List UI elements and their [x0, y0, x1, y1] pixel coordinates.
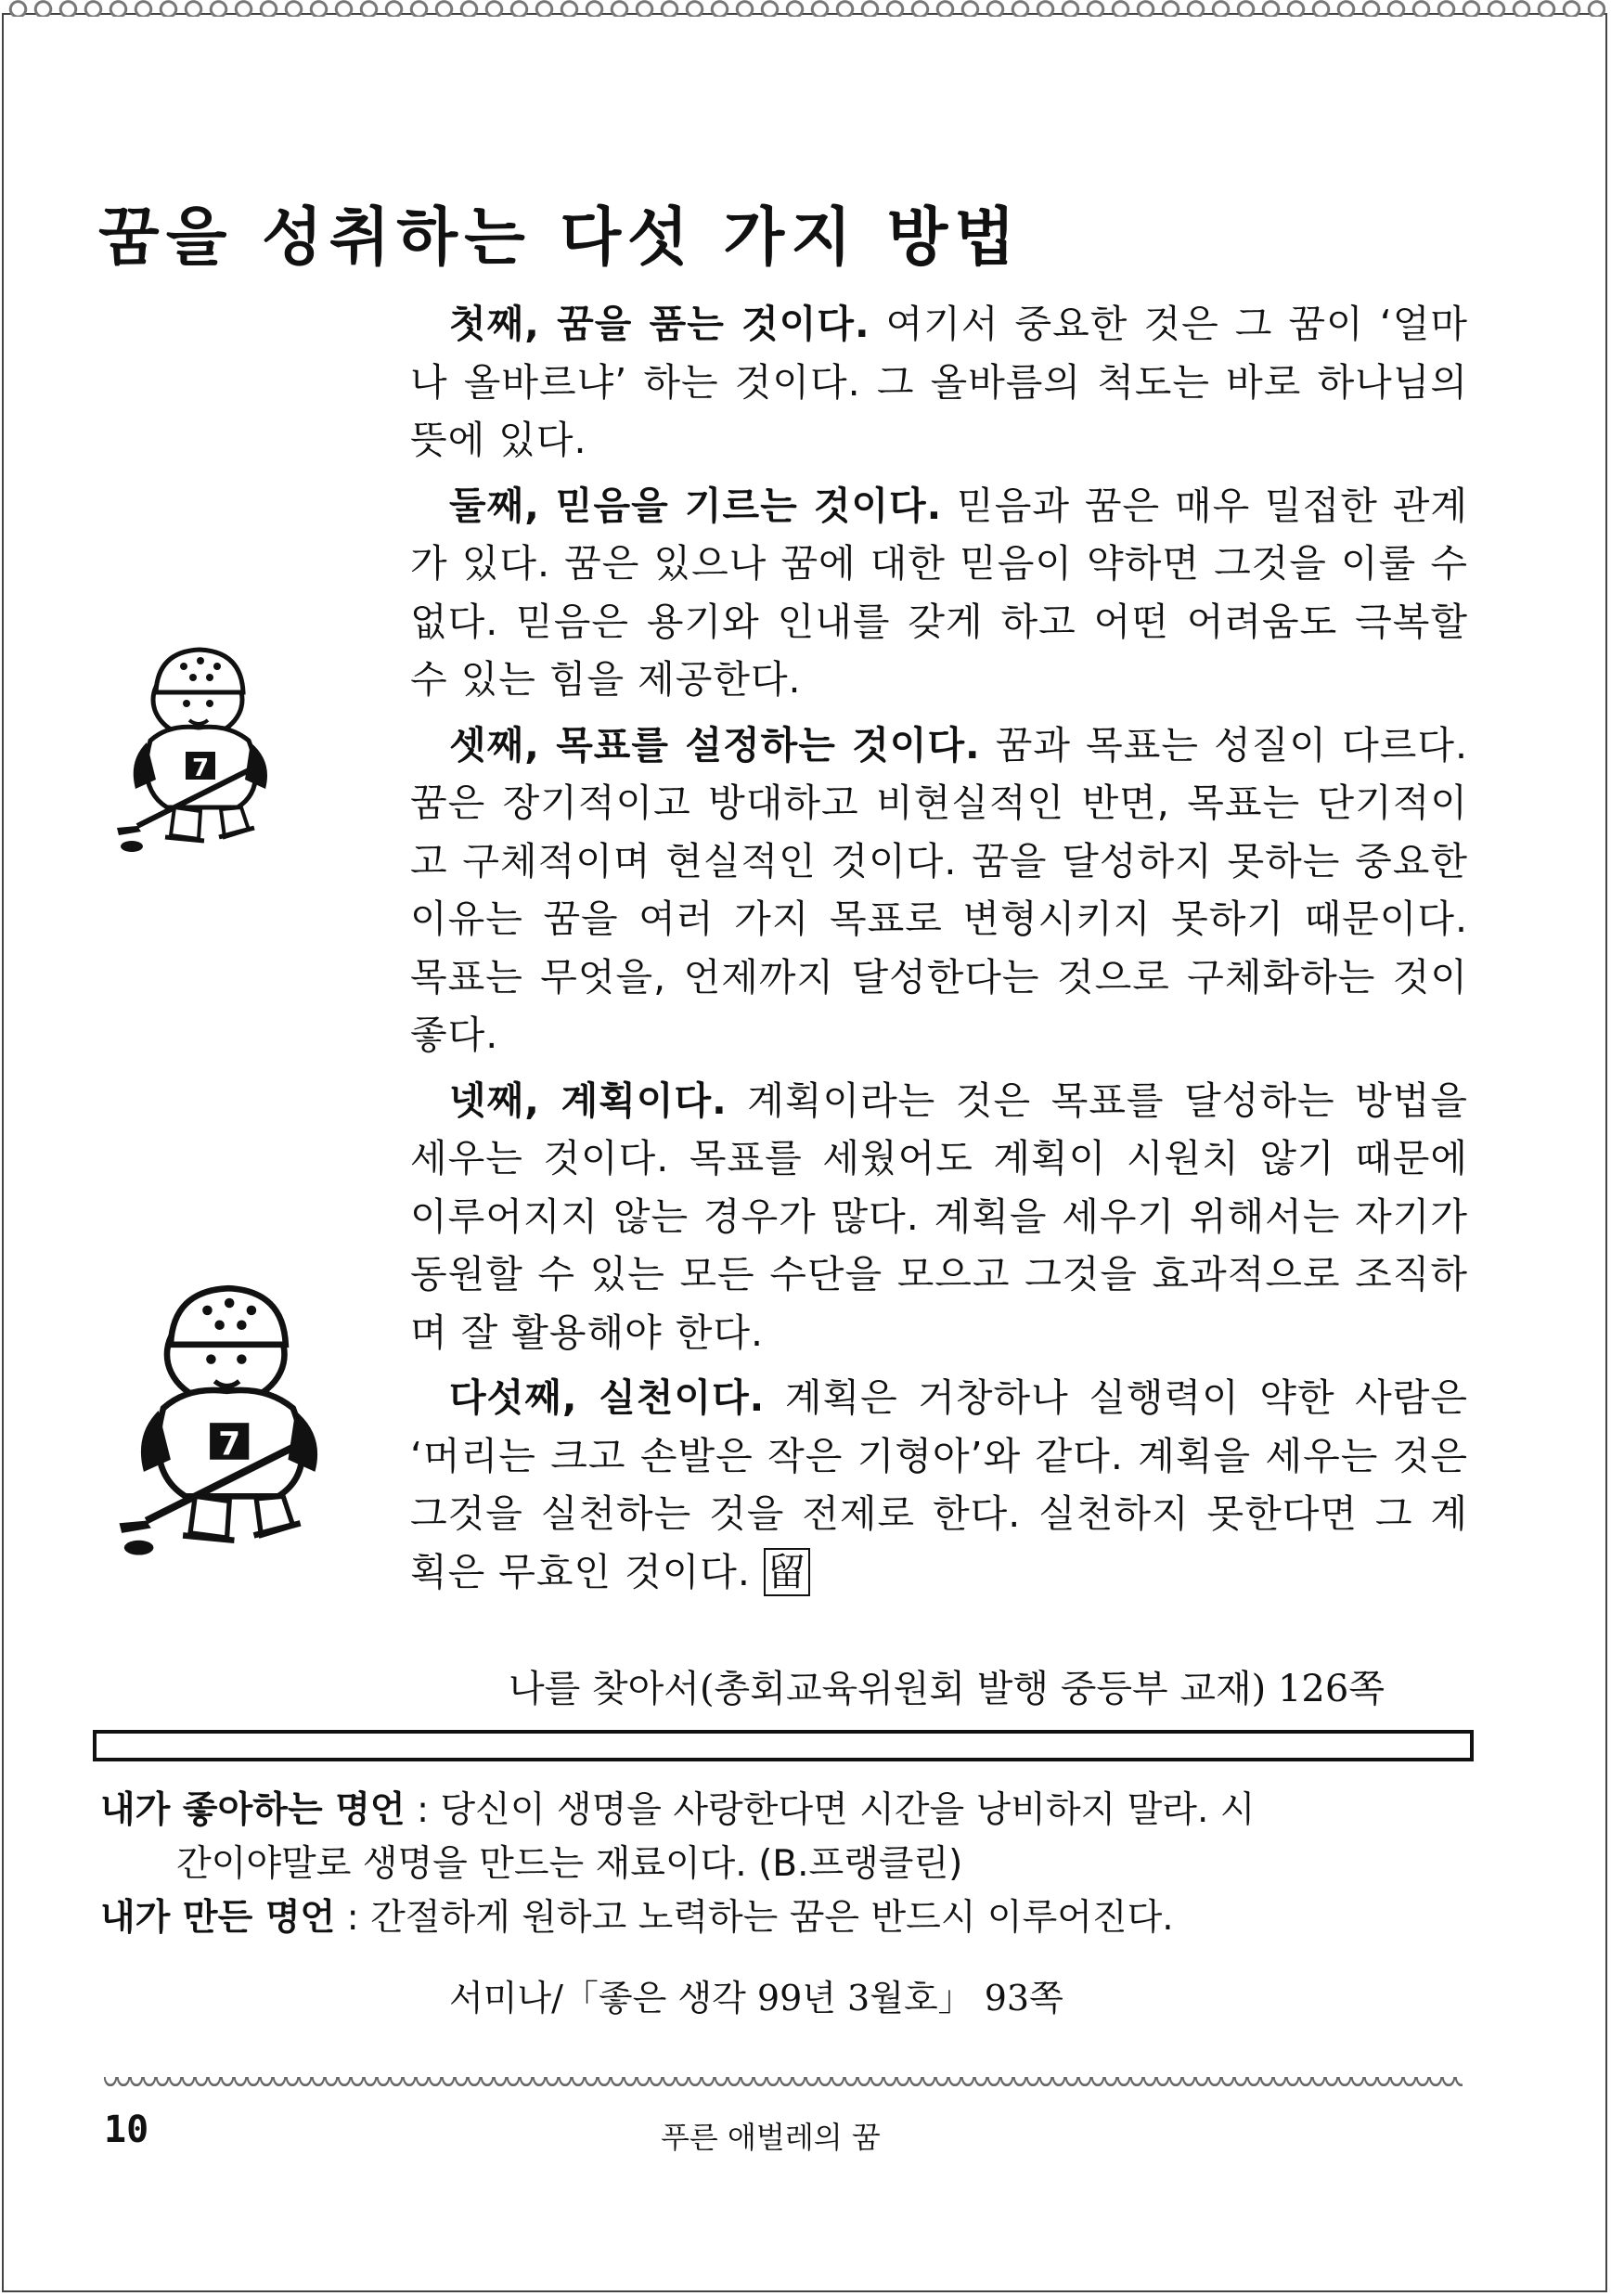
paragraph-text: 믿음과 꿈은 매우 밀접한 관계가 있다. 꿈은 있으나 꿈에 대한 믿음이 약하면 그것을 이룰 수 없다. 믿음은 용기와 인내를 갖게 하고 어떤 어려움도 극복할 수 있는 힘을 제공한다.	[410, 483, 1468, 702]
paragraph-lead: 첫째, 꿈을 품는 것이다.	[449, 302, 870, 346]
wavy-divider	[104, 2077, 1463, 2086]
paragraph	[410, 1072, 1468, 1362]
paragraph	[410, 716, 1468, 1064]
paragraph-text: 여기서 중요한 것은 그 꿈이 ‘얼마나 올바르냐’ 하는 것이다. 그 올바름의 척도는 바로 하나님의 뜻에 있다.	[410, 302, 1468, 462]
favorite-quote	[100, 1784, 1474, 1838]
jersey-number: 7	[191, 755, 210, 782]
separator: :	[405, 1789, 441, 1831]
paragraph-lead: 다섯째, 실천이다.	[449, 1375, 766, 1420]
quotes-section	[100, 1784, 1474, 1945]
paragraph-text: 계획이라는 것은 목표를 달성하는 방법을 세우는 것이다. 목표를 세웠어도 계획이 시원치 않기 때문에 이루어지지 않는 경우가 많다. 계획을 세우기 위해서는 자기가 동원할 수 있는 모든 수단을 모으고 그것을 효과적으로 조직하며 잘 활용해야 한다.	[410, 1077, 1468, 1355]
paragraph-text: 계획은 거창하나 실행력이 약한 사람은 ‘머리는 크고 손발은 작은 기형아’와 같다. 계획을 세우는 것은 그것을 실천하는 것을 전제로 한다. 실천하지 못한다면 그 계획은 무효인 것이다.	[410, 1375, 1468, 1594]
page-title: 꿈을 성취하는 다섯 가지 방법	[98, 201, 1022, 275]
paragraph-lead: 넷째, 계획이다.	[449, 1077, 728, 1123]
page-number: 10	[104, 2109, 149, 2151]
paragraph-lead: 셋째, 목표를 설정하는 것이다.	[449, 722, 981, 767]
favorite-quote-continued: 간이야말로 생명을 만드는 재료이다. (B.프랭클린)	[176, 1843, 963, 1885]
article-body	[410, 295, 1468, 1608]
separator: :	[335, 1897, 371, 1939]
favorite-quote-label: 내가 좋아하는 명언	[100, 1789, 406, 1831]
my-quote-label: 내가 만든 명언	[100, 1897, 336, 1939]
divider-box	[93, 1730, 1474, 1761]
hockey-player-icon	[110, 631, 314, 854]
paragraph	[410, 477, 1468, 709]
spiral-binding	[6, 0, 1605, 17]
end-mark: 留	[764, 1548, 810, 1596]
paragraph	[410, 1369, 1468, 1601]
jersey-number: 7	[218, 1425, 241, 1464]
my-quote	[100, 1891, 1474, 1945]
paragraph-text: 꿈과 목표는 성질이 다르다. 꿈은 장기적이고 방대하고 비현실적인 반면, 목표는 단기적이고 구체적이며 현실적인 것이다. 꿈을 달성하지 못하는 중요한 이유는 꿈을 여러 가지 목표로 변형시키지 못하기 때문이다. 목표는 무엇을, 언제까지 달성한다는 것으로 구체화하는 것이 좋다.	[410, 722, 1468, 1057]
quote-source: 서미나/「좋은 생각 99년 3월호」 93쪽	[449, 1978, 1063, 2019]
paragraph	[410, 295, 1468, 470]
hockey-player-icon	[110, 1262, 379, 1559]
favorite-quote-text: 당신이 생명을 사랑한다면 시간을 낭비하지 말라. 시	[440, 1789, 1256, 1831]
my-quote-text: 간절하게 원하고 노력하는 꿈은 반드시 이루어진다.	[370, 1897, 1174, 1939]
paragraph-lead: 둘째, 믿음을 기르는 것이다.	[449, 483, 943, 528]
book-title: 푸른 애벌레의 꿈	[661, 2120, 881, 2155]
citation: 나를 찾아서(총회교육위원회 발행 중등부 교재) 126쪽	[509, 1668, 1385, 1710]
